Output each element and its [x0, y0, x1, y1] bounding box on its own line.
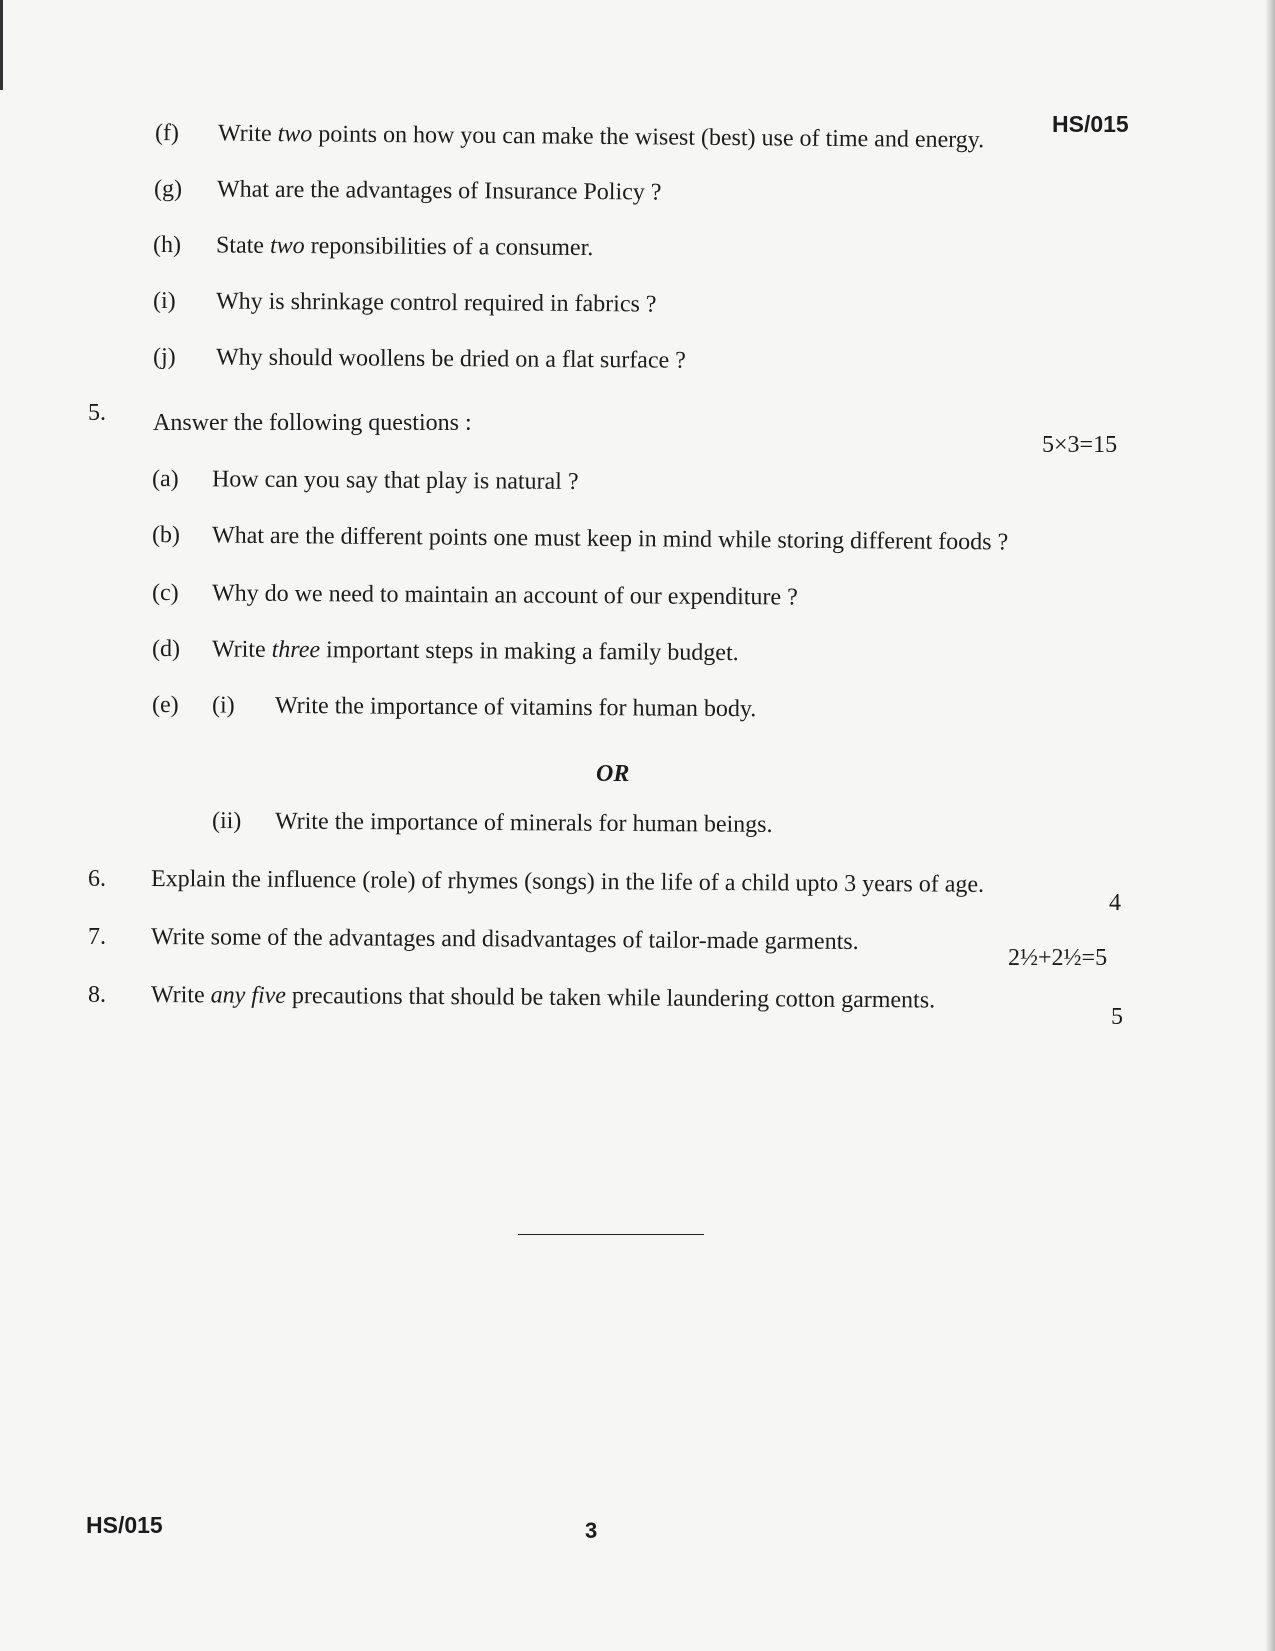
question-8-text [151, 982, 935, 1014]
end-rule [518, 1234, 704, 1235]
item-text-pre: Write [211, 636, 272, 663]
question-8-marks: 5 [1111, 1004, 1123, 1030]
item-label: (j) [152, 344, 176, 371]
question-item-4g [154, 176, 662, 207]
item-text-emphasis: three [271, 636, 321, 664]
item-text: What are the different points one must keep in mind while storing different foods ? [211, 522, 1009, 556]
question-item-5d [152, 636, 739, 667]
question-5-text: Answer the following questions : [153, 410, 472, 436]
item-text-post: reponsibilities of a consumer. [304, 233, 594, 262]
question-item-5b [152, 522, 1008, 556]
item-text-emphasis: any five [210, 982, 287, 1009]
item-text-emphasis: two [277, 121, 313, 148]
item-text: Write the importance of minerals for human beings. [274, 808, 773, 838]
question-6-marks: 4 [1109, 890, 1121, 916]
item-label: (f) [154, 120, 180, 147]
item-text-pre: Write [150, 982, 211, 1009]
question-6-text: Explain the influence (role) of rhymes (songs) in the life of a child upto 3 years of age. [150, 866, 985, 898]
item-text-emphasis: two [269, 232, 305, 260]
question-7-text: Write some of the advantages and disadvantages of tailor-made garments. [150, 924, 859, 955]
question-number-5: 5. [88, 400, 106, 426]
question-item-4j [153, 344, 686, 375]
question-number-8: 8. [88, 982, 106, 1008]
item-text: How can you say that play is natural ? [211, 466, 579, 495]
item-text-post: points on how you can make the wisest (best) use of time and energy. [312, 121, 985, 154]
question-item-5a [152, 466, 579, 496]
sub-item-label: (i) [211, 692, 235, 719]
item-text-pre: State [215, 232, 271, 259]
question-item-4i [153, 288, 657, 319]
footer-code: HS/015 [86, 1512, 163, 1538]
item-text-post: precautions that should be taken while laundering cotton garments. [285, 982, 936, 1014]
item-text: Why do we need to maintain an account of our expenditure ? [211, 580, 798, 611]
scan-edge-shadow [1265, 0, 1275, 1651]
item-label: (h) [152, 232, 182, 259]
question-item-5c [152, 580, 798, 612]
question-item-5e-i [152, 692, 757, 723]
item-label: (a) [151, 466, 179, 493]
header-code: HS/015 [1052, 111, 1129, 137]
question-item-5e-ii [212, 808, 773, 839]
page-number: 3 [585, 1518, 598, 1543]
question-item-4f [155, 120, 984, 154]
scan-edge-mark [0, 0, 3, 90]
item-text: Write the importance of vitamins for human body. [274, 692, 757, 723]
item-text-post: important steps in making a family budget. [320, 637, 739, 667]
item-label: (c) [151, 580, 179, 607]
item-text: Why should woollens be dried on a flat surface ? [215, 344, 686, 374]
item-label: (e) [151, 692, 179, 719]
or-separator: OR [596, 761, 630, 787]
item-label: (b) [151, 522, 181, 549]
item-text-pre: Write [217, 120, 278, 148]
question-7-marks: 2½+2½=5 [1008, 945, 1108, 971]
sub-item-label: (ii) [211, 808, 242, 835]
item-label: (d) [151, 636, 181, 663]
question-number-6: 6. [88, 866, 106, 892]
question-number-7: 7. [88, 924, 106, 950]
question-5-marks: 5×3=15 [1042, 432, 1118, 458]
item-label: (g) [153, 176, 183, 203]
question-item-4h [153, 232, 593, 262]
item-text: Why is shrinkage control required in fabrics ? [215, 288, 657, 318]
item-label: (i) [152, 288, 176, 315]
item-text: What are the advantages of Insurance Policy ? [216, 176, 662, 206]
